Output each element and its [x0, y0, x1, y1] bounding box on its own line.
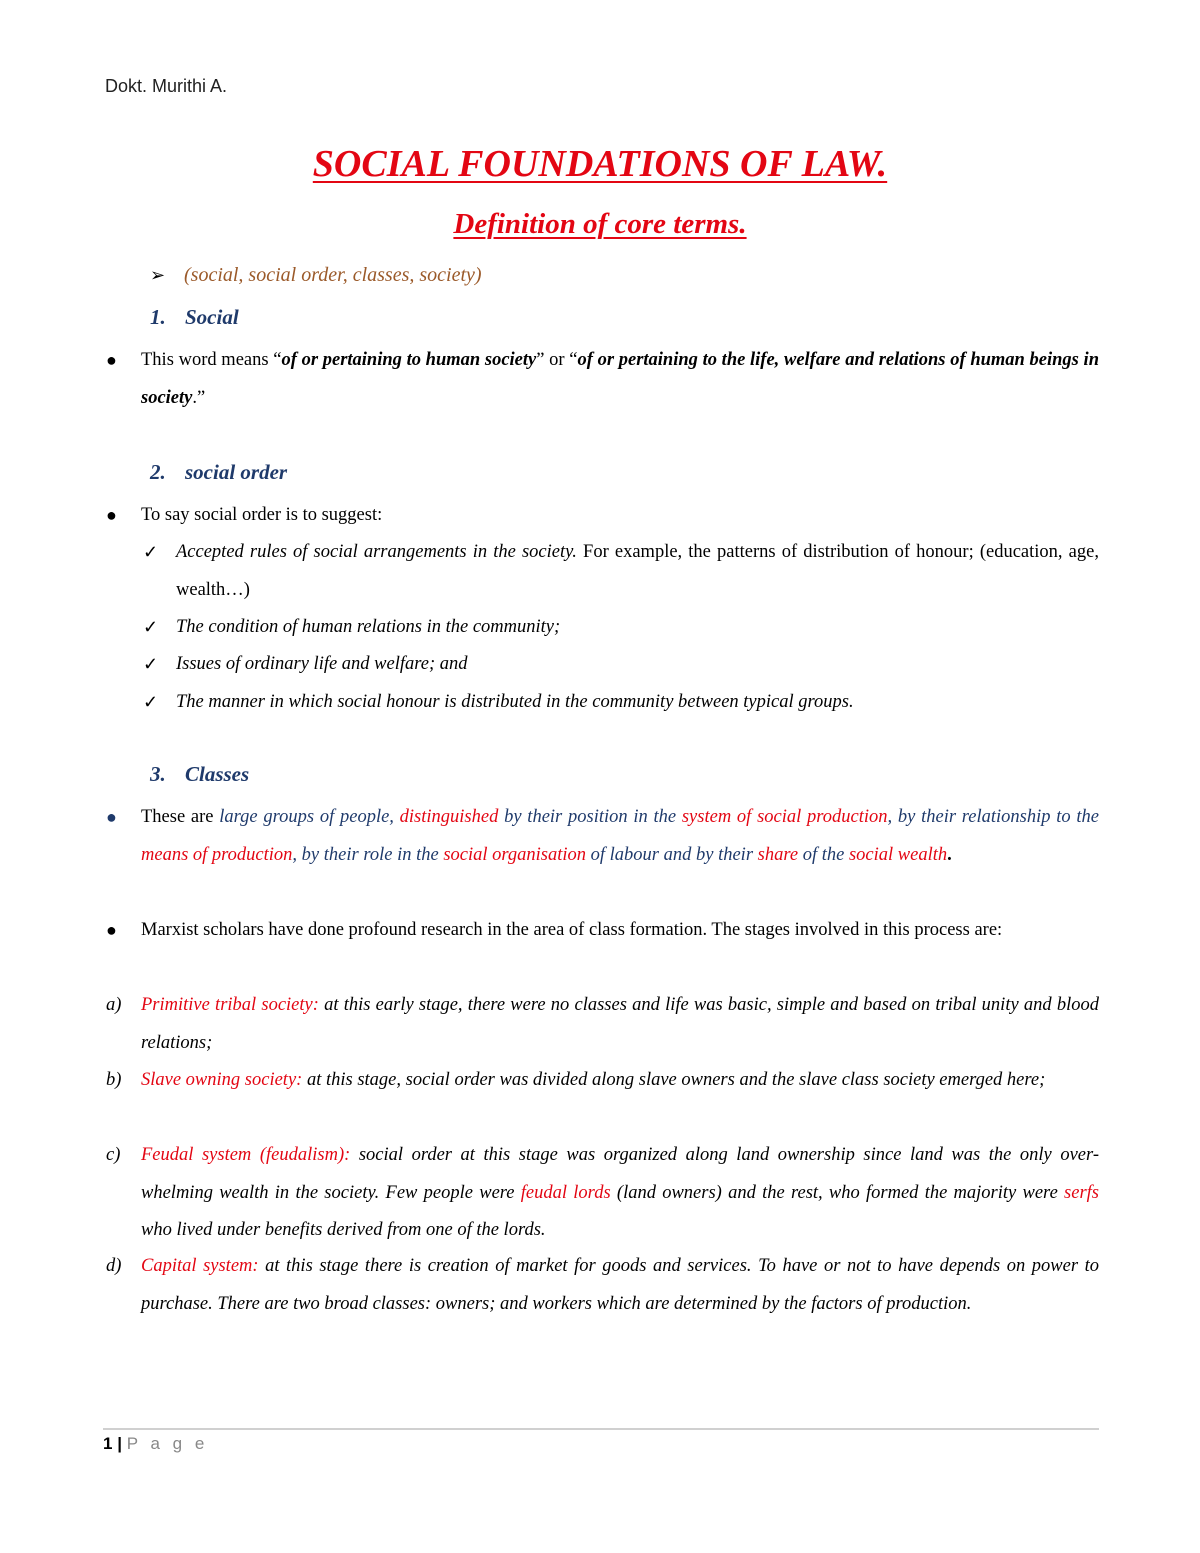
text-run: social wealth: [848, 844, 948, 865]
text-run: feudal lords: [520, 1182, 611, 1203]
marxist-paragraph: Marxist scholars have done profound research in the area of class formation. The stages involved in this process are:: [141, 920, 1003, 940]
stage-capital: [141, 1248, 1099, 1323]
social-order-point-4: The manner in which social honour is distributed in the community between typical groups.: [176, 692, 854, 712]
text-run: at this stage, social order was divided along slave owners and the slave class society emerged here;: [302, 1070, 1046, 1090]
document-title: SOCIAL FOUNDATIONS OF LAW.: [312, 143, 888, 185]
checkmark-icon: ✓: [143, 692, 159, 712]
text-run: These are: [141, 807, 220, 827]
stage-primitive: [141, 987, 1099, 1062]
bullet-icon: ●: [106, 505, 117, 525]
header-author: Dokt. Murithi A.: [105, 76, 228, 96]
classes-definition: [141, 799, 1099, 874]
page-footer: [103, 1434, 208, 1454]
stage-name: Capital system:: [141, 1256, 259, 1276]
footer-separator: |: [117, 1434, 122, 1453]
text-run: .: [947, 844, 952, 865]
bullet-icon: ●: [106, 350, 117, 370]
document-subtitle: Definition of core terms.: [453, 208, 747, 240]
text-run: social organisation: [443, 844, 587, 865]
text-run: ” or “: [536, 350, 578, 370]
arrow-bullet-icon: ➢: [150, 265, 166, 285]
text-run: Accepted rules of social arrangements in the society.: [176, 542, 577, 562]
text-run: of the: [798, 844, 849, 865]
text-run: .”: [192, 387, 206, 408]
section-heading-classes: [150, 762, 249, 787]
terms-list-text: (social, social order, classes, society): [184, 264, 482, 286]
text-run: This word means “: [141, 350, 282, 370]
stage-letter: b): [106, 1070, 122, 1090]
stage-letter: a): [106, 995, 122, 1015]
section-number: 1.: [150, 305, 166, 329]
bullet-icon: ●: [106, 807, 117, 827]
stage-feudal: [141, 1137, 1099, 1250]
text-run: at this stage there is creation of market for goods and services. To have or not to have depends on power to purchase. There are two broad classes: owners; and workers which are determined by the factors of production.: [141, 1256, 1099, 1314]
text-run: at this early stage, there were no classes and life was basic, simple and based on tribal unity and blood relations;: [141, 995, 1099, 1053]
text-run: For example, the patterns of distribution of honour; (education, age, wealth…): [176, 542, 1099, 600]
text-run: large groups of people,: [219, 807, 400, 827]
stage-letter: d): [106, 1256, 122, 1276]
section-title: Classes: [185, 762, 250, 786]
social-definition: [141, 342, 1099, 417]
text-run: distinguished: [399, 807, 499, 827]
section-number: 2.: [150, 460, 166, 484]
checkmark-icon: ✓: [143, 617, 159, 637]
stage-letter: c): [106, 1145, 121, 1165]
section-number: 3.: [150, 762, 166, 786]
page-number: 1: [103, 1434, 113, 1453]
text-run: by their position in the: [498, 807, 682, 827]
terms-list-item: [150, 264, 482, 287]
text-run: means of production: [141, 844, 293, 865]
text-run: , by their relationship to the: [887, 807, 1100, 827]
text-run: of labour and by their: [586, 844, 758, 865]
stage-name: Slave owning society:: [141, 1070, 303, 1090]
footer-divider: [103, 1428, 1099, 1430]
text-run: system of social production: [681, 807, 888, 827]
social-order-point-2: The condition of human relations in the community;: [176, 617, 561, 637]
text-run: of or pertaining to human society: [281, 350, 537, 370]
social-order-point-1: [176, 534, 1099, 609]
text-run: serfs: [1064, 1182, 1099, 1203]
text-run: , by their role in the: [292, 844, 444, 865]
text-run: share: [757, 844, 799, 865]
social-order-intro: To say social order is to suggest:: [141, 505, 383, 525]
section-title: Social: [185, 305, 239, 329]
section-heading-social: [150, 305, 239, 330]
text-run: social order at this stage was organized along land ownership since land was the only over-whelming wealth in the society. Few people were: [141, 1145, 1099, 1203]
text-run: who lived under benefits derived from one of the lords.: [141, 1220, 546, 1240]
checkmark-icon: ✓: [143, 542, 159, 562]
text-run: (land owners) and the rest, who formed the majority were: [610, 1182, 1065, 1203]
stage-name: Primitive tribal society:: [141, 995, 319, 1015]
page-label: P a g e: [126, 1434, 209, 1453]
stage-name: Feudal system (feudalism):: [141, 1145, 351, 1165]
stage-slave: [141, 1062, 1099, 1100]
bullet-icon: ●: [106, 920, 117, 940]
social-order-point-3: Issues of ordinary life and welfare; and: [176, 654, 468, 674]
section-heading-social-order: [150, 460, 287, 485]
section-title: social order: [185, 460, 288, 484]
text-run: of or pertaining to the life, welfare and relations of human beings in society: [141, 350, 1099, 408]
checkmark-icon: ✓: [143, 654, 159, 674]
